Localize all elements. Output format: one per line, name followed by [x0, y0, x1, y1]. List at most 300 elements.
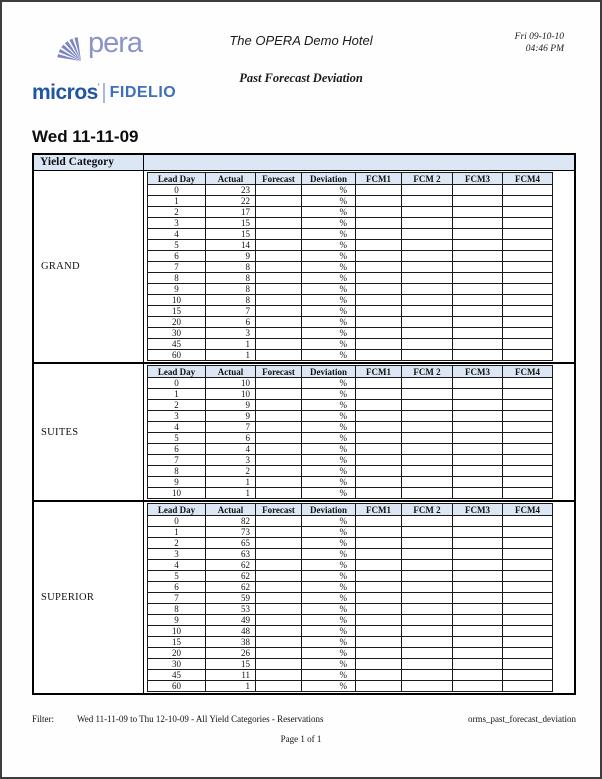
fcm3-cell [453, 350, 503, 361]
table-row [148, 626, 553, 637]
fcm4-cell [503, 626, 553, 637]
fcm1-cell [356, 593, 402, 604]
lead-day-cell: 15 [148, 637, 206, 648]
fcm4-cell [503, 516, 553, 527]
fcm3-cell [453, 251, 503, 262]
fcm4-cell [503, 339, 553, 350]
fcm3-cell [453, 466, 503, 477]
category-label: GRAND [34, 171, 144, 362]
forecast-cell [256, 295, 302, 306]
actual-cell: 1 [206, 488, 256, 499]
forecast-cell [256, 378, 302, 389]
fcm2-cell [402, 549, 453, 560]
fcm3-cell [453, 637, 503, 648]
fcm1-cell [356, 670, 402, 681]
fcm2-cell [402, 389, 453, 400]
fcm3-cell [453, 549, 503, 560]
forecast-cell [256, 659, 302, 670]
fcm2-cell [402, 306, 453, 317]
actual-cell: 15 [206, 218, 256, 229]
actual-cell: 11 [206, 670, 256, 681]
forecast-cell [256, 400, 302, 411]
fcm4-cell [503, 659, 553, 670]
forecast-cell [256, 626, 302, 637]
column-header: Lead Day [148, 504, 206, 516]
forecast-table [147, 172, 553, 361]
actual-cell: 62 [206, 571, 256, 582]
table-row [148, 670, 553, 681]
fcm4-cell [503, 378, 553, 389]
actual-cell: 9 [206, 411, 256, 422]
forecast-cell [256, 604, 302, 615]
forecast-cell [256, 681, 302, 692]
fcm2-cell [402, 185, 453, 196]
fcm4-cell [503, 306, 553, 317]
table-row [148, 604, 553, 615]
fcm4-cell [503, 637, 553, 648]
lead-day-cell: 2 [148, 400, 206, 411]
forecast-cell [256, 339, 302, 350]
lead-day-cell: 5 [148, 433, 206, 444]
lead-day-cell: 9 [148, 615, 206, 626]
micros-logo-tick: ' [97, 82, 100, 92]
deviation-cell: % [302, 626, 356, 637]
column-header: FCM4 [503, 366, 553, 378]
fcm2-cell [402, 659, 453, 670]
deviation-cell: % [302, 538, 356, 549]
fcm1-cell [356, 229, 402, 240]
fcm3-cell [453, 488, 503, 499]
fcm1-cell [356, 306, 402, 317]
lead-day-cell: 1 [148, 527, 206, 538]
column-header: FCM3 [453, 173, 503, 185]
lead-day-cell: 0 [148, 516, 206, 527]
forecast-cell [256, 240, 302, 251]
fcm3-cell [453, 538, 503, 549]
fcm1-cell [356, 637, 402, 648]
deviation-cell: % [302, 328, 356, 339]
fcm3-cell [453, 648, 503, 659]
lead-day-cell: 2 [148, 538, 206, 549]
deviation-cell: % [302, 389, 356, 400]
actual-cell: 1 [206, 339, 256, 350]
column-header: Forecast [256, 173, 302, 185]
lead-day-cell: 20 [148, 648, 206, 659]
fcm3-cell [453, 411, 503, 422]
forecast-cell [256, 648, 302, 659]
forecast-cell [256, 262, 302, 273]
report-id: orms_past_forecast_deviation [468, 714, 576, 724]
fcm4-cell [503, 328, 553, 339]
lead-day-cell: 20 [148, 317, 206, 328]
fcm2-cell [402, 560, 453, 571]
filter-label: Filter: [32, 714, 54, 724]
column-header: Deviation [302, 504, 356, 516]
deviation-cell: % [302, 516, 356, 527]
actual-cell: 2 [206, 466, 256, 477]
actual-cell: 15 [206, 659, 256, 670]
fcm3-cell [453, 604, 503, 615]
fcm1-cell [356, 582, 402, 593]
fcm4-cell [503, 317, 553, 328]
lead-day-cell: 6 [148, 251, 206, 262]
column-header-row [148, 366, 553, 378]
deviation-cell: % [302, 477, 356, 488]
lead-day-cell: 7 [148, 455, 206, 466]
fcm3-cell [453, 455, 503, 466]
fcm4-cell [503, 400, 553, 411]
lead-day-cell: 10 [148, 295, 206, 306]
forecast-cell [256, 229, 302, 240]
table-row [148, 648, 553, 659]
fcm4-cell [503, 648, 553, 659]
fcm2-cell [402, 681, 453, 692]
deviation-cell: % [302, 273, 356, 284]
deviation-cell: % [302, 593, 356, 604]
column-header: Deviation [302, 366, 356, 378]
fcm4-cell [503, 477, 553, 488]
forecast-cell [256, 196, 302, 207]
report-time: 04:46 PM [525, 43, 564, 54]
fcm2-cell [402, 488, 453, 499]
lead-day-cell: 45 [148, 339, 206, 350]
fcm4-cell [503, 488, 553, 499]
column-header: FCM1 [356, 173, 402, 185]
fcm1-cell [356, 218, 402, 229]
table-row [148, 339, 553, 350]
lead-day-cell: 5 [148, 571, 206, 582]
lead-day-cell: 3 [148, 218, 206, 229]
lead-day-cell: 10 [148, 626, 206, 637]
deviation-cell: % [302, 378, 356, 389]
fcm1-cell [356, 185, 402, 196]
fcm1-cell [356, 295, 402, 306]
lead-day-cell: 9 [148, 284, 206, 295]
fcm4-cell [503, 218, 553, 229]
fcm1-cell [356, 378, 402, 389]
actual-cell: 62 [206, 560, 256, 571]
forecast-cell [256, 306, 302, 317]
fcm2-cell [402, 317, 453, 328]
forecast-cell [256, 637, 302, 648]
actual-cell: 1 [206, 681, 256, 692]
deviation-cell: % [302, 207, 356, 218]
page-number: Page 1 of 1 [280, 734, 322, 744]
deviation-cell: % [302, 615, 356, 626]
forecast-cell [256, 538, 302, 549]
forecast-cell [256, 317, 302, 328]
yield-category-label: Yield Category [34, 155, 144, 170]
fcm2-cell [402, 240, 453, 251]
fcm3-cell [453, 477, 503, 488]
fcm2-cell [402, 207, 453, 218]
column-header: FCM4 [503, 504, 553, 516]
fcm3-cell [453, 582, 503, 593]
fcm3-cell [453, 527, 503, 538]
column-header: FCM 2 [402, 173, 453, 185]
fcm3-cell [453, 378, 503, 389]
fcm4-cell [503, 196, 553, 207]
fcm3-cell [453, 218, 503, 229]
table-row [148, 477, 553, 488]
fcm1-cell [356, 240, 402, 251]
fcm1-cell [356, 389, 402, 400]
table-row [148, 207, 553, 218]
fcm4-cell [503, 466, 553, 477]
lead-day-cell: 15 [148, 306, 206, 317]
table-row [148, 350, 553, 361]
sections [34, 171, 574, 693]
actual-cell: 8 [206, 273, 256, 284]
fcm1-cell [356, 284, 402, 295]
fcm2-cell [402, 670, 453, 681]
fcm4-cell [503, 582, 553, 593]
fcm3-cell [453, 229, 503, 240]
fcm2-cell [402, 400, 453, 411]
fcm4-cell [503, 444, 553, 455]
table-row [148, 527, 553, 538]
deviation-cell: % [302, 411, 356, 422]
lead-day-cell: 5 [148, 240, 206, 251]
table-row [148, 549, 553, 560]
fcm2-cell [402, 295, 453, 306]
column-header: FCM 2 [402, 366, 453, 378]
deviation-cell: % [302, 229, 356, 240]
fcm4-cell [503, 185, 553, 196]
fcm3-cell [453, 615, 503, 626]
fcm4-cell [503, 273, 553, 284]
forecast-cell [256, 444, 302, 455]
forecast-cell [256, 455, 302, 466]
forecast-cell [256, 466, 302, 477]
actual-cell: 22 [206, 196, 256, 207]
fcm4-cell [503, 615, 553, 626]
actual-cell: 1 [206, 350, 256, 361]
forecast-cell [256, 389, 302, 400]
fcm2-cell [402, 571, 453, 582]
column-header: FCM 2 [402, 504, 453, 516]
actual-cell: 17 [206, 207, 256, 218]
table-row [148, 389, 553, 400]
column-header: Actual [206, 504, 256, 516]
fcm1-cell [356, 571, 402, 582]
fcm4-cell [503, 411, 553, 422]
fcm1-cell [356, 659, 402, 670]
fcm4-cell [503, 604, 553, 615]
fcm2-cell [402, 273, 453, 284]
lead-day-cell: 10 [148, 488, 206, 499]
fcm1-cell [356, 538, 402, 549]
fcm2-cell [402, 466, 453, 477]
yield-category-header-spacer [144, 155, 574, 170]
deviation-cell: % [302, 670, 356, 681]
fcm1-cell [356, 488, 402, 499]
fcm4-cell [503, 284, 553, 295]
fcm3-cell [453, 284, 503, 295]
fcm3-cell [453, 400, 503, 411]
fcm2-cell [402, 328, 453, 339]
fcm1-cell [356, 433, 402, 444]
lead-day-cell: 60 [148, 681, 206, 692]
table-row [148, 328, 553, 339]
table-row [148, 422, 553, 433]
column-header-row [148, 173, 553, 185]
deviation-cell: % [302, 196, 356, 207]
fcm2-cell [402, 251, 453, 262]
actual-cell: 6 [206, 317, 256, 328]
fcm1-cell [356, 560, 402, 571]
fcm1-cell [356, 411, 402, 422]
table-row [148, 400, 553, 411]
deviation-cell: % [302, 218, 356, 229]
forecast-cell [256, 516, 302, 527]
deviation-cell: % [302, 350, 356, 361]
deviation-cell: % [302, 681, 356, 692]
column-header: Actual [206, 173, 256, 185]
lead-day-cell: 4 [148, 560, 206, 571]
fcm1-cell [356, 350, 402, 361]
deviation-cell: % [302, 422, 356, 433]
actual-cell: 8 [206, 284, 256, 295]
fcm1-cell [356, 422, 402, 433]
table-row [148, 659, 553, 670]
deviation-cell: % [302, 251, 356, 262]
forecast-cell [256, 251, 302, 262]
actual-cell: 73 [206, 527, 256, 538]
deviation-cell: % [302, 295, 356, 306]
forecast-table [147, 365, 553, 499]
actual-cell: 7 [206, 306, 256, 317]
fcm3-cell [453, 339, 503, 350]
fcm2-cell [402, 648, 453, 659]
forecast-cell [256, 670, 302, 681]
report-date: Fri 09-10-10 [514, 32, 564, 42]
forecast-cell [256, 284, 302, 295]
forecast-table-wrap [144, 171, 574, 362]
fcm1-cell [356, 317, 402, 328]
fcm3-cell [453, 433, 503, 444]
fcm4-cell [503, 538, 553, 549]
forecast-cell [256, 218, 302, 229]
table-row [148, 637, 553, 648]
lead-day-cell: 3 [148, 549, 206, 560]
fcm2-cell [402, 218, 453, 229]
actual-cell: 10 [206, 389, 256, 400]
column-header: Forecast [256, 366, 302, 378]
actual-cell: 7 [206, 422, 256, 433]
forecast-cell [256, 593, 302, 604]
actual-cell: 6 [206, 433, 256, 444]
table-row [148, 240, 553, 251]
fcm1-cell [356, 262, 402, 273]
fcm3-cell [453, 306, 503, 317]
forecast-cell [256, 207, 302, 218]
deviation-cell: % [302, 659, 356, 670]
lead-day-cell: 8 [148, 604, 206, 615]
table-row [148, 466, 553, 477]
column-header: Lead Day [148, 173, 206, 185]
actual-cell: 1 [206, 477, 256, 488]
fcm2-cell [402, 196, 453, 207]
forecast-cell [256, 433, 302, 444]
lead-day-cell: 0 [148, 378, 206, 389]
table-row [148, 273, 553, 284]
report-title: Past Forecast Deviation [239, 71, 363, 85]
fcm1-cell [356, 328, 402, 339]
table-row [148, 262, 553, 273]
fcm3-cell [453, 240, 503, 251]
deviation-cell: % [302, 262, 356, 273]
fcm1-cell [356, 626, 402, 637]
fcm2-cell [402, 339, 453, 350]
actual-cell: 23 [206, 185, 256, 196]
forecast-cell [256, 582, 302, 593]
deviation-cell: % [302, 455, 356, 466]
fcm1-cell [356, 273, 402, 284]
fcm4-cell [503, 571, 553, 582]
fcm4-cell [503, 350, 553, 361]
forecast-table-wrap [144, 364, 574, 500]
lead-day-cell: 6 [148, 582, 206, 593]
micros-logo-text: micros [32, 81, 98, 104]
fcm4-cell [503, 681, 553, 692]
opera-logo-text: pera [88, 27, 143, 59]
column-header: FCM3 [453, 366, 503, 378]
deviation-cell: % [302, 582, 356, 593]
actual-cell: 59 [206, 593, 256, 604]
actual-cell: 15 [206, 229, 256, 240]
deviation-cell: % [302, 648, 356, 659]
footer [32, 714, 576, 724]
fcm3-cell [453, 681, 503, 692]
logo-divider [103, 83, 105, 103]
fcm1-cell [356, 681, 402, 692]
fcm2-cell [402, 444, 453, 455]
fcm3-cell [453, 295, 503, 306]
fcm4-cell [503, 251, 553, 262]
fcm3-cell [453, 207, 503, 218]
lead-day-cell: 9 [148, 477, 206, 488]
deviation-cell: % [302, 433, 356, 444]
table-row [148, 615, 553, 626]
fcm2-cell [402, 637, 453, 648]
table-row [148, 284, 553, 295]
table-row [148, 295, 553, 306]
lead-day-cell: 3 [148, 411, 206, 422]
table-row [148, 444, 553, 455]
yield-table [32, 153, 576, 695]
deviation-cell: % [302, 560, 356, 571]
yield-section [34, 500, 574, 693]
fcm4-cell [503, 670, 553, 681]
table-row [148, 378, 553, 389]
fcm2-cell [402, 411, 453, 422]
table-row [148, 516, 553, 527]
yield-category-header [34, 155, 574, 171]
fcm1-cell [356, 527, 402, 538]
table-row [148, 411, 553, 422]
table-row [148, 317, 553, 328]
column-header: FCM1 [356, 366, 402, 378]
fcm2-cell [402, 626, 453, 637]
fcm2-cell [402, 593, 453, 604]
category-label: SUITES [34, 364, 144, 500]
lead-day-cell: 4 [148, 229, 206, 240]
lead-day-cell: 7 [148, 262, 206, 273]
table-row [148, 196, 553, 207]
fcm1-cell [356, 455, 402, 466]
fcm2-cell [402, 516, 453, 527]
